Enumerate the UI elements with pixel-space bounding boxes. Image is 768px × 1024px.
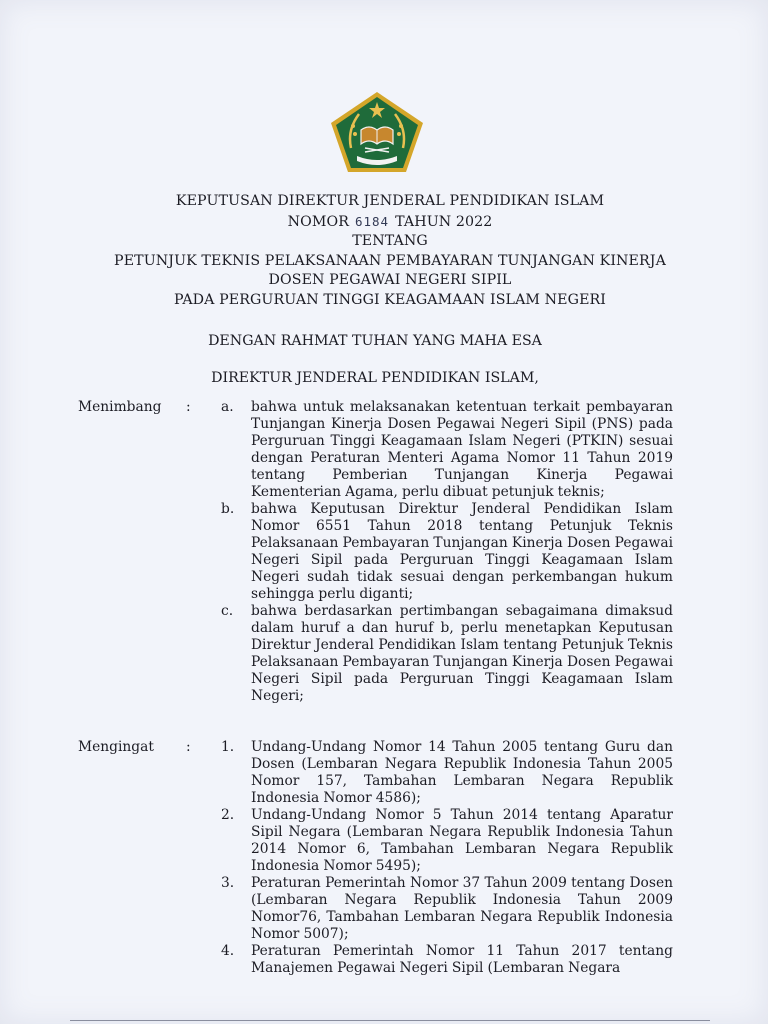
item-text: Peraturan Pemerintah Nomor 11 Tahun 2017 tentang Manajemen Pegawai Negeri Sipil (Lembaran Negara: [251, 943, 673, 976]
list-item: [221, 807, 673, 875]
list-item: [221, 501, 673, 603]
decree-number-line: [60, 212, 720, 233]
tentang-label: TENTANG: [352, 233, 428, 249]
item-marker: b.: [221, 501, 235, 517]
list-item: [221, 603, 673, 705]
list-item: [221, 739, 673, 807]
subject-line-3: PADA PERGURUAN TINGGI KEAGAMAAN ISLAM NEGERI: [173, 291, 607, 308]
item-marker: 4.: [221, 943, 235, 959]
list-item: [221, 943, 673, 977]
decree-title: KEPUTUSAN DIREKTUR JENDERAL PENDIDIKAN ISLAM: [175, 193, 605, 209]
mengingat-section: [0, 739, 768, 977]
decree-header: [60, 192, 720, 310]
rahmat-line: DENGAN RAHMAT TUHAN YANG MAHA ESA: [208, 333, 542, 349]
list-item: [221, 875, 673, 943]
menimbang-section: [0, 399, 768, 705]
kementerian-agama-emblem-icon: [329, 90, 425, 174]
nomor-label: NOMOR: [287, 213, 349, 230]
tahun-label: TAHUN 2022: [395, 213, 493, 230]
item-text: bahwa berdasarkan pertimbangan sebagaimana dimaksud dalam huruf a dan huruf b, perlu menetapkan Keputusan Direktur Jenderal Pendidikan Islam tentang Petunjuk Teknis Pelaksanaan Pembayaran Tunjangan Kinerja Dosen Pegawai Negeri Sipil pada Perguruan Tinggi Keagamaan Islam Negeri;: [251, 603, 673, 704]
subject-line-2: DOSEN PEGAWAI NEGERI SIPIL: [268, 272, 512, 288]
item-text: Peraturan Pemerintah Nomor 37 Tahun 2009 tentang Dosen (Lembaran Negara Republik Indonesia Tahun 2009 Nomor76, Tambahan Lembaran Negara Republik Indonesia Nomor 5007);: [251, 875, 673, 942]
nomor-value: 6184: [354, 213, 390, 229]
item-marker: 2.: [221, 807, 235, 823]
page-bottom-rule: [70, 1020, 710, 1021]
item-text: bahwa Keputusan Direktur Jenderal Pendidikan Islam Nomor 6551 Tahun 2018 tentang Petunjuk Teknis Pelaksanaan Pembayaran Tunjangan Kinerja Dosen Pegawai Negeri Sipil pada Perguruan Tinggi Keagamaan Islam Negeri sudah tidak sesuai dengan perkembangan hukum sehingga perlu diganti;: [251, 501, 673, 602]
item-text: Undang-Undang Nomor 5 Tahun 2014 tentang Aparatur Sipil Negara (Lembaran Negara Republik Indonesia Tahun 2014 Nomor 6, Tambahan Lembaran Negara Republik Indonesia Nomor 5495);: [251, 807, 673, 874]
item-marker: 3.: [221, 875, 235, 891]
item-marker: a.: [221, 399, 234, 415]
item-marker: 1.: [221, 739, 235, 755]
menimbang-label: Menimbang: [78, 399, 162, 415]
subject-line-1: PETUNJUK TEKNIS PELAKSANAAN PEMBAYARAN TUNJANGAN KINERJA: [114, 252, 666, 269]
item-text: bahwa untuk melaksanakan ketentuan terkait pembayaran Tunjangan Kinerja Dosen Pegawai Negeri Sipil (PNS) pada Perguruan Tinggi Keagamaan Islam Negeri (PTKIN) sesuai dengan Peraturan Menteri Agama Nomor 11 Tahun 2019 tentang Pemberian Tunjangan Kinerja Pegawai Kementerian Agama, perlu dibuat petunjuk teknis;: [251, 399, 673, 500]
item-text: Undang-Undang Nomor 14 Tahun 2005 tentang Guru dan Dosen (Lembaran Negara Republik Indonesia Tahun 2005 Nomor 157, Tambahan Lembaran Negara Republik Indonesia Nomor 4586);: [251, 739, 673, 806]
menimbang-colon: :: [186, 399, 191, 415]
mengingat-colon: :: [186, 739, 191, 755]
dirjen-line: DIREKTUR JENDERAL PENDIDIKAN ISLAM,: [211, 370, 539, 386]
mengingat-label: Mengingat: [78, 739, 154, 755]
item-marker: c.: [221, 603, 234, 619]
list-item: [221, 399, 673, 501]
